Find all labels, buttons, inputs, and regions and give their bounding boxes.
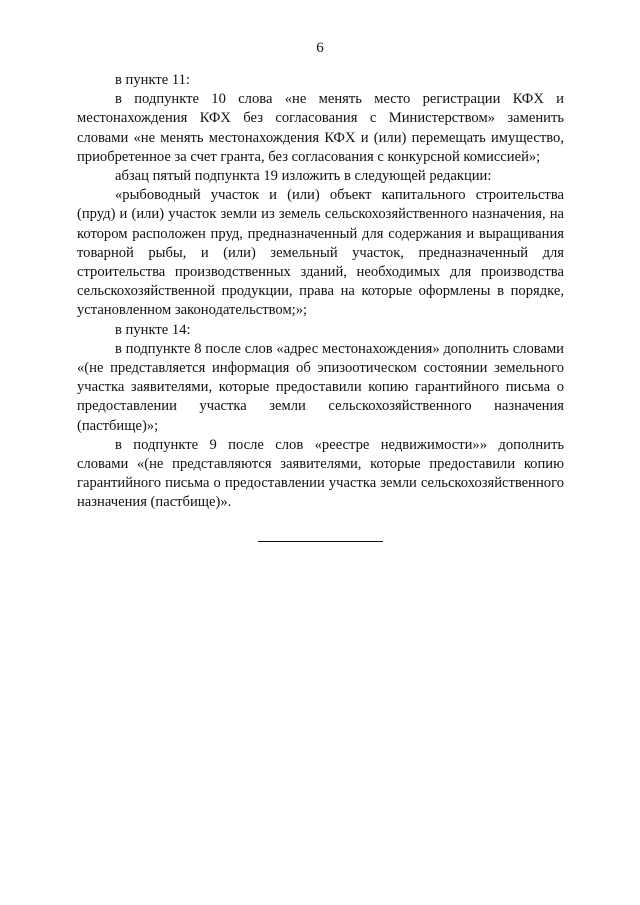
paragraph-item-11-heading: в пункте 11: <box>115 72 190 88</box>
paragraph-subitem-19-intro: абзац пятый подпункта 19 изложить в следующей редакции: <box>115 168 492 185</box>
paragraph-subitem-19-new-text: «рыбоводный участок и (или) объект капитального строительства (пруд) и (или) участок земли из земель сельскохозяйственного назначения, на котором расположен пруд, предназначенный для содержания и выращивания товарной рыбы, и (или) земельный участок, предназначенный для строительства производственных зданий, необходимых для производства сельскохозяйственной продукции, права на которые оформлены в порядке, установленном законодательством;»; <box>77 187 564 319</box>
paragraph-subitem-10-amendment: в подпункте 10 слова «не менять место регистрации КФХ и местонахождения КФХ без согласования с Министерством» заменить словами «не менять местонахождения КФХ и (или) перемещать имущество, приобретенное за счет гранта, без согласования с конкурсной комиссией»; <box>77 91 564 165</box>
paragraph-item-14-heading: в пункте 14: <box>115 321 191 338</box>
document-body <box>77 71 564 513</box>
paragraph-subitem-8-amendment: в подпункте 8 после слов «адрес местонахождения» дополнить словами «(не представляется информация об эпизоотическом состоянии земельного участка заявителями, которые предоставили копию гарантийного письма о предоставлении участка земли сельскохозяйственного назначения (пастбище)»; <box>77 340 564 434</box>
closing-divider-line <box>258 541 383 542</box>
paragraph-subitem-9-amendment: в подпункте 9 после слов «реестре недвижимости»» дополнить словами «(не представляются заявителями, которые предоставили копию гарантийного письма о предоставлении участка земли сельскохозяйственного назначения (пастбище)». <box>77 436 564 511</box>
page-number: 6 <box>316 40 324 56</box>
